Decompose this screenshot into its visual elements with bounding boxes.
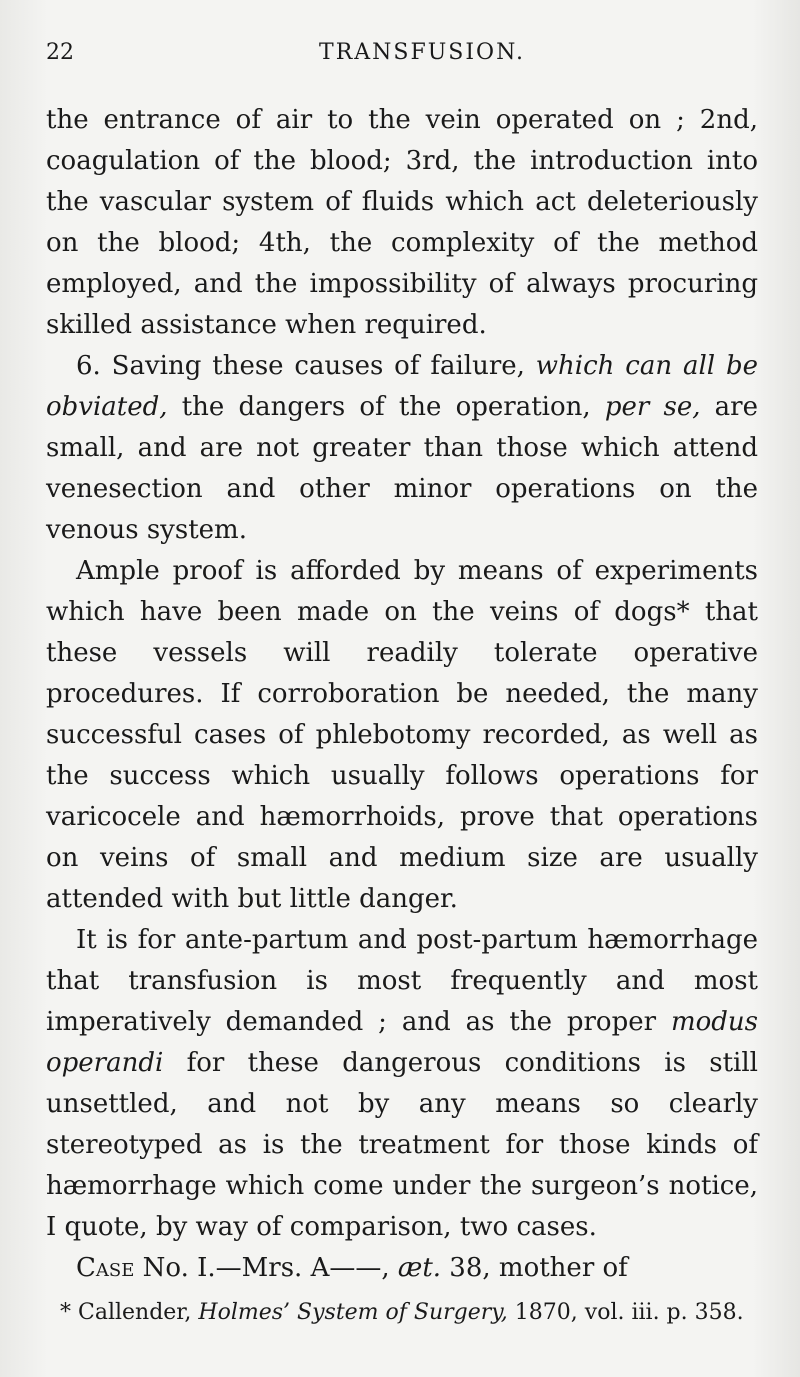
text-run: Ample proof is afforded by means of experiments which have been made on the veins of dogs [46,556,758,627]
footnote-marker: * [60,1300,71,1325]
text-run: It is for ante-partum and post-partum hæmorrhage that transfusion is most frequently and most imperatively demanded ; and as the proper [46,925,758,1037]
text-run: No. I.—Mrs. A——, [134,1253,398,1283]
italic-run: modus operandi [46,1007,758,1078]
text-run: 1870, vol. iii. p. 358. [507,1300,744,1325]
text-run: 38, mother of [441,1253,628,1283]
body-text [46,100,758,1289]
footnote [60,1298,758,1328]
paragraph-3 [46,551,758,920]
italic-run: æt. [397,1253,442,1283]
paragraph-2 [46,346,758,551]
paragraph-1: the entrance of air to the vein operated on ; 2nd, coagulation of the blood; 3rd, the introduction into the vascular system of fluids which act deleteriously on the blood; 4th, the complexity of the method employed, and the impossibility of always procuring skilled assistance when required. [46,105,758,340]
footnote-marker: * [676,597,690,627]
italic-run: which can all be obviated, [46,351,758,422]
case-heading: Case [76,1253,135,1283]
text-run: 6. Saving these causes of failure, [76,351,536,381]
paragraph-5 [46,1248,758,1289]
page-number: 22 [46,40,74,65]
page-header [46,40,758,72]
text-run: the dangers of the operation, [167,392,605,422]
text-run: that these vessels will readily tolerate operative procedures. If corroboration be needed, the many successful cases of phlebotomy recorded, as well as the success which usually follows operations for varicocele and hæmorrhoids, prove that operations on veins of small and medium size are usually attended with but little danger. [46,597,758,914]
text-run: are small, and are not greater than those which attend venesection and other minor operations on the venous system. [46,392,758,545]
italic-run: Holmes’ System of Surgery, [198,1300,508,1325]
running-head: TRANSFUSION. [319,40,525,65]
text-run: Callender, [71,1300,199,1325]
text-run: for these dangerous conditions is still unsettled, and not by any means so clearly stereotyped as is the treatment for those kinds of hæmorrhage which come under the surgeon’s notice, I quote, by way of comparison, two cases. [46,1048,758,1242]
italic-run: per se, [604,392,701,422]
paragraph-4 [46,920,758,1248]
